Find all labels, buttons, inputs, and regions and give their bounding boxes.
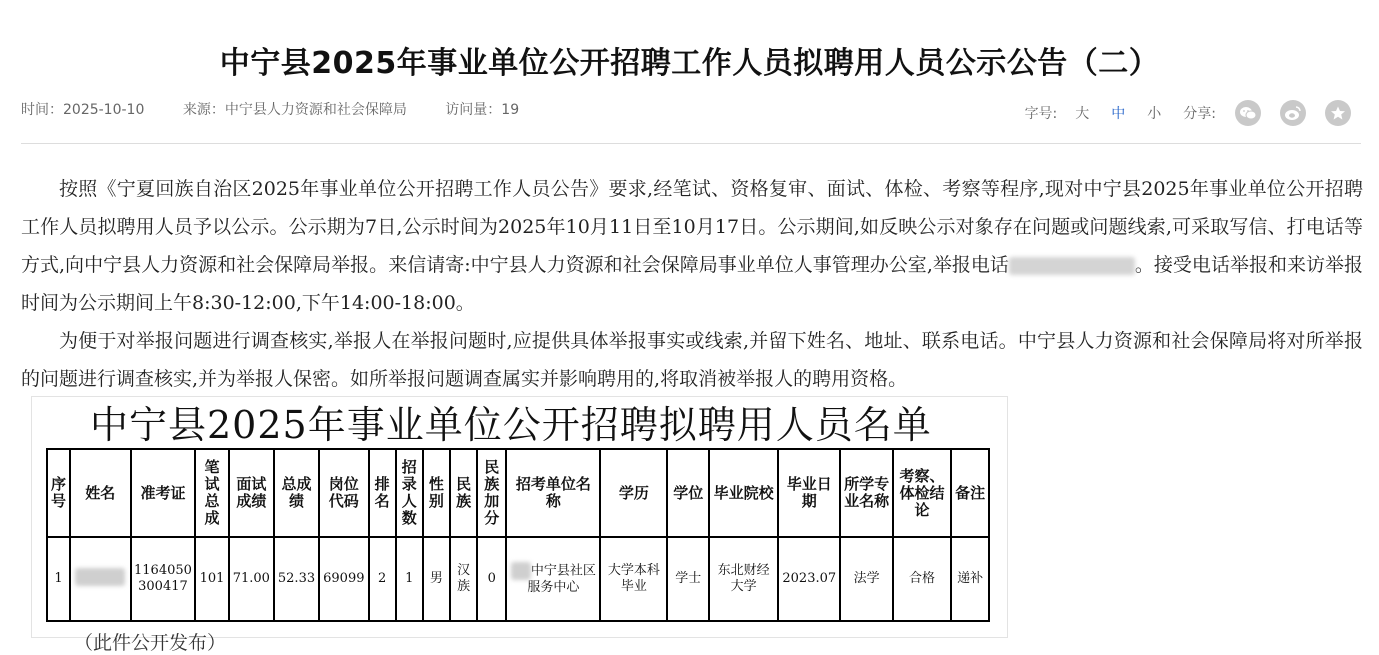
publish-time: 时间：2025-10-10 — [21, 102, 145, 118]
col-written: 笔试总成 — [195, 449, 228, 537]
cell-name — [70, 537, 131, 621]
cell-education: 大学本科毕业 — [600, 537, 667, 621]
font-size-small[interactable]: 小 — [1147, 106, 1162, 122]
col-exam-id: 准考证 — [131, 449, 196, 537]
col-education: 学历 — [600, 449, 667, 537]
article-meta — [21, 99, 553, 119]
footer-note: （此件公开发布） — [74, 632, 227, 654]
cell-written: 101 — [195, 537, 228, 621]
unit-name: 中宁县社区服务中心 — [527, 563, 596, 595]
cell-gender: 男 — [423, 537, 450, 621]
cell-total: 52.33 — [274, 537, 319, 621]
view-count: 访问量：19 — [445, 102, 520, 118]
cell-post-code: 69099 — [319, 537, 368, 621]
cell-degree: 学士 — [667, 537, 709, 621]
col-unit: 招考单位名称 — [506, 449, 600, 537]
col-quota: 招录人数 — [396, 449, 423, 537]
col-major: 所学专业名称 — [840, 449, 892, 537]
cell-note: 递补 — [951, 537, 989, 621]
col-interview: 面试成绩 — [229, 449, 274, 537]
paragraph-2: 为便于对举报问题进行调查核实,举报人在举报问题时,应提供具体举报事实或线索,并留下姓名、地址、联系电话。中宁县人力资源和社会保障局将对所举报的问题进行调查核实,并为举报人保密。如所举报问题调查属实并影响聘用的,将取消被举报人的聘用资格。 — [21, 330, 1363, 390]
redacted-name — [75, 568, 125, 586]
cell-bonus: 0 — [477, 537, 506, 621]
cell-major: 法学 — [840, 537, 892, 621]
cell-ethnicity: 汉族 — [450, 537, 477, 621]
col-bonus: 民族加分 — [477, 449, 506, 537]
source: 来源：中宁县人力资源和社会保障局 — [182, 102, 407, 118]
cell-grad-date: 2023.07 — [778, 537, 840, 621]
table-row — [47, 537, 989, 621]
roster-image — [31, 396, 1008, 638]
article-tools — [1025, 100, 1351, 126]
col-rank: 排名 — [369, 449, 396, 537]
cell-interview: 71.00 — [229, 537, 274, 621]
col-note: 备注 — [951, 449, 989, 537]
cell-seq: 1 — [47, 537, 70, 621]
col-ethnicity: 民族 — [450, 449, 477, 537]
paragraph-1-text: 按照《宁夏回族自治区2025年事业单位公开招聘工作人员公告》要求,经笔试、资格复审、面试、体检、考察等程序,现对中宁县2025年事业单位公开招聘工作人员拟聘用人员予以公示。公示期为7日,公示时间为2025年10月11日至10月17日。公示期间,如反映公示对象存在问题或问题线索,可采取写信、打电话等方式,向中宁县人力资源和社会保障局举报。来信请寄:中宁县人力资源和社会保障局事业单位人事管理办公室,举报电话 — [21, 178, 1363, 276]
redacted-phone — [1009, 257, 1135, 275]
col-grad-date: 毕业日期 — [778, 449, 840, 537]
redacted-unit-prefix — [511, 562, 531, 580]
roster-title: 中宁县2025年事业单位公开招聘拟聘用人员名单 — [90, 403, 932, 447]
article-body — [21, 170, 1363, 398]
share-label: 分享: — [1183, 106, 1216, 122]
cell-quota: 1 — [396, 537, 423, 621]
col-degree: 学位 — [667, 449, 709, 537]
weibo-icon[interactable] — [1280, 100, 1306, 126]
col-name: 姓名 — [70, 449, 131, 537]
font-size-medium[interactable]: 中 — [1111, 106, 1126, 122]
col-gender: 性别 — [423, 449, 450, 537]
wechat-icon[interactable] — [1235, 100, 1261, 126]
roster-table — [46, 448, 990, 622]
col-post-code: 岗位代码 — [319, 449, 368, 537]
font-size-label: 字号: — [1024, 106, 1058, 122]
col-conclusion: 考察、体检结论 — [893, 449, 952, 537]
col-total: 总成绩 — [274, 449, 319, 537]
cell-conclusion: 合格 — [893, 537, 952, 621]
cell-school: 东北财经大学 — [709, 537, 778, 621]
font-size-large[interactable]: 大 — [1075, 106, 1090, 122]
paragraph-1 — [21, 170, 1363, 322]
roster-header-row — [47, 449, 989, 537]
paragraph-1-tail: 。接受电话举报和来访举报时间为公示期间上午8:30-12:00,下午14:00-18:00。 — [21, 254, 1363, 314]
cell-unit — [506, 537, 600, 621]
col-seq: 序号 — [47, 449, 70, 537]
cell-exam-id: 1164050300417 — [131, 537, 196, 621]
header-divider — [21, 143, 1361, 144]
favorite-icon[interactable] — [1325, 100, 1351, 126]
col-school: 毕业院校 — [709, 449, 778, 537]
page-title: 中宁县2025年事业单位公开招聘工作人员拟聘用人员公示公告（二） — [219, 46, 1160, 81]
cell-rank: 2 — [369, 537, 396, 621]
